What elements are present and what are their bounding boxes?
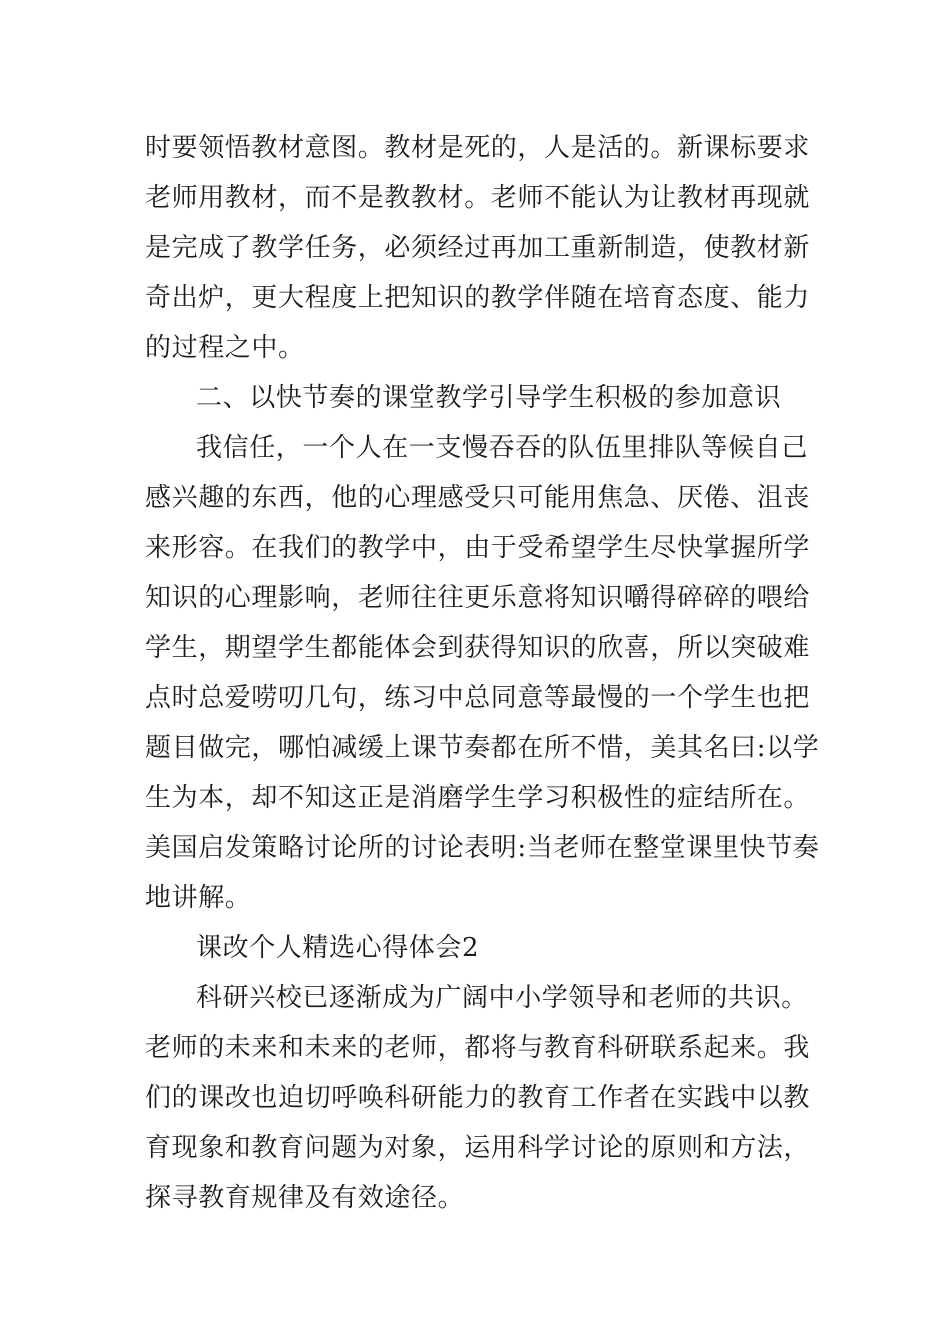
text-line: 奇出炉，更大程度上把知识的教学伴随在培育态度、能力: [145, 283, 811, 313]
text-line: 学生，期望学生都能体会到获得知识的欣喜，所以突破难: [145, 633, 811, 663]
section-heading: 二、以快节奏的课堂教学引导学生积极的参加意识: [196, 383, 782, 413]
text-line: 点时总爱唠叨几句，练习中总同意等最慢的一个学生也把: [145, 683, 811, 713]
text-line: 来形容。在我们的教学中，由于受希望学生尽快掌握所学: [145, 533, 811, 563]
text-line: 题目做完，哪怕减缓上课节奏都在所不惜，美其名曰:以学: [145, 733, 820, 763]
text-line: 地讲解。: [145, 883, 252, 913]
text-line: 感兴趣的东西，他的心理感受只可能用焦急、厌倦、沮丧: [145, 483, 811, 513]
text-line: 的过程之中。: [145, 333, 305, 363]
paragraph-start: 我信任，一个人在一支慢吞吞的队伍里排队等候自己: [196, 433, 808, 463]
text-line: 育现象和教育问题为对象，运用科学讨论的原则和方法，: [145, 1133, 811, 1163]
text-line: 探寻教育规律及有效途径。: [145, 1183, 465, 1213]
text-line: 老师用教材，而不是教教材。老师不能认为让教材再现就: [145, 183, 811, 213]
section-title: 课改个人精选心得体会2: [196, 933, 480, 963]
paragraph-start: 科研兴校已逐渐成为广阔中小学领导和老师的共识。: [196, 983, 808, 1013]
text-line: 们的课改也迫切呼唤科研能力的教育工作者在实践中以教: [145, 1083, 811, 1113]
text-line: 老师的未来和未来的老师，都将与教育科研联系起来。我: [145, 1033, 811, 1063]
text-line: 美国启发策略讨论所的讨论表明:当老师在整堂课里快节奏: [145, 833, 820, 863]
text-line: 生为本，却不知这正是消磨学生学习积极性的症结所在。: [145, 783, 811, 813]
text-line: 知识的心理影响，老师往往更乐意将知识嚼得碎碎的喂给: [145, 583, 811, 613]
text-line: 时要领悟教材意图。教材是死的，人是活的。新课标要求: [145, 133, 811, 163]
text-line: 是完成了教学任务，必须经过再加工重新制造，使教材新: [145, 233, 811, 263]
